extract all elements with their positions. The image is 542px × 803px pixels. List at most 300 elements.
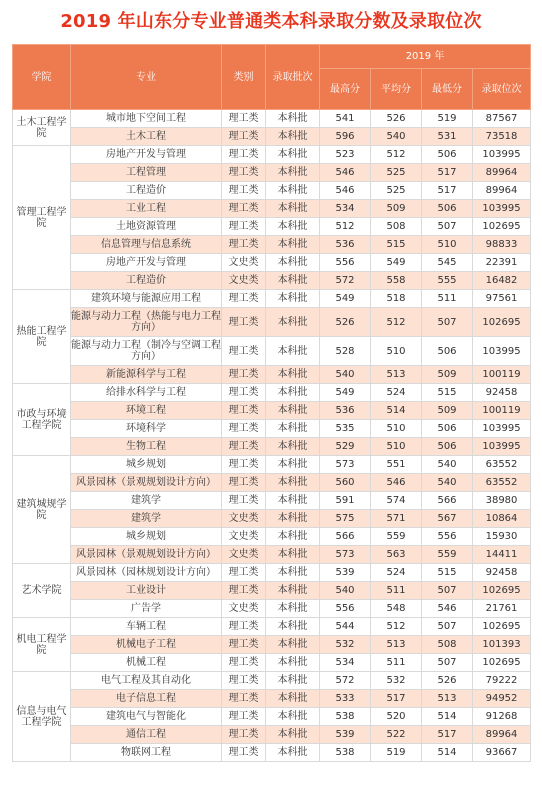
max-score-cell: 575 [320,510,371,528]
category-cell: 理工类 [222,438,266,456]
major-cell: 信息管理与信息系统 [71,236,222,254]
header-batch: 录取批次 [266,45,320,110]
rank-cell: 102695 [473,582,531,600]
max-score-cell: 536 [320,402,371,420]
batch-cell: 本科批 [266,726,320,744]
max-score-cell: 560 [320,474,371,492]
min-score-cell: 506 [422,438,473,456]
table-row [13,510,531,528]
min-score-cell: 507 [422,618,473,636]
category-cell: 文史类 [222,528,266,546]
avg-score-cell: 510 [371,420,422,438]
major-cell: 车辆工程 [71,618,222,636]
avg-score-cell: 548 [371,600,422,618]
category-cell: 理工类 [222,218,266,236]
major-cell: 建筑学 [71,492,222,510]
min-score-cell: 556 [422,528,473,546]
rank-cell: 89964 [473,726,531,744]
category-cell: 理工类 [222,474,266,492]
major-cell: 工程造价 [71,182,222,200]
avg-score-cell: 524 [371,384,422,402]
min-score-cell: 506 [422,337,473,366]
major-cell: 通信工程 [71,726,222,744]
table-row [13,726,531,744]
batch-cell: 本科批 [266,308,320,337]
category-cell: 理工类 [222,337,266,366]
major-cell: 风景园林（景观规划设计方向） [71,546,222,564]
table-row [13,690,531,708]
major-cell: 新能源科学与工程 [71,366,222,384]
major-cell: 机械工程 [71,654,222,672]
major-cell: 工程造价 [71,272,222,290]
category-cell: 文史类 [222,272,266,290]
header-max: 最高分 [320,69,371,110]
max-score-cell: 572 [320,272,371,290]
major-cell: 环境科学 [71,420,222,438]
avg-score-cell: 519 [371,744,422,762]
min-score-cell: 517 [422,164,473,182]
table-row [13,492,531,510]
table-row [13,402,531,420]
table-row [13,182,531,200]
table-row [13,654,531,672]
rank-cell: 73518 [473,128,531,146]
rank-cell: 92458 [473,384,531,402]
max-score-cell: 544 [320,618,371,636]
rank-cell: 91268 [473,708,531,726]
admission-score-table [12,44,531,762]
min-score-cell: 566 [422,492,473,510]
header-year: 2019 年 [320,45,531,69]
rank-cell: 100119 [473,366,531,384]
min-score-cell: 515 [422,384,473,402]
rank-cell: 92458 [473,564,531,582]
avg-score-cell: 546 [371,474,422,492]
avg-score-cell: 525 [371,164,422,182]
college-cell: 土木工程学院 [13,110,71,146]
max-score-cell: 573 [320,456,371,474]
rank-cell: 15930 [473,528,531,546]
rank-cell: 63552 [473,456,531,474]
rank-cell: 98833 [473,236,531,254]
avg-score-cell: 515 [371,236,422,254]
max-score-cell: 556 [320,600,371,618]
rank-cell: 101393 [473,636,531,654]
table-row [13,708,531,726]
major-cell: 能源与动力工程（热能与电力工程方向） [71,308,222,337]
category-cell: 理工类 [222,110,266,128]
avg-score-cell: 514 [371,402,422,420]
category-cell: 理工类 [222,146,266,164]
major-cell: 城乡规划 [71,456,222,474]
batch-cell: 本科批 [266,337,320,366]
max-score-cell: 526 [320,308,371,337]
max-score-cell: 535 [320,420,371,438]
avg-score-cell: 532 [371,672,422,690]
major-cell: 土地资源管理 [71,218,222,236]
rank-cell: 22391 [473,254,531,272]
avg-score-cell: 512 [371,146,422,164]
batch-cell: 本科批 [266,110,320,128]
batch-cell: 本科批 [266,582,320,600]
major-cell: 电气工程及其自动化 [71,672,222,690]
avg-score-cell: 518 [371,290,422,308]
category-cell: 理工类 [222,564,266,582]
min-score-cell: 519 [422,110,473,128]
min-score-cell: 545 [422,254,473,272]
batch-cell: 本科批 [266,600,320,618]
min-score-cell: 517 [422,726,473,744]
table-row [13,438,531,456]
category-cell: 理工类 [222,182,266,200]
table-row [13,200,531,218]
category-cell: 文史类 [222,510,266,528]
min-score-cell: 559 [422,546,473,564]
major-cell: 城市地下空间工程 [71,110,222,128]
min-score-cell: 567 [422,510,473,528]
min-score-cell: 506 [422,200,473,218]
avg-score-cell: 563 [371,546,422,564]
max-score-cell: 546 [320,164,371,182]
min-score-cell: 555 [422,272,473,290]
min-score-cell: 509 [422,402,473,420]
max-score-cell: 538 [320,708,371,726]
avg-score-cell: 513 [371,366,422,384]
college-cell: 热能工程学院 [13,290,71,384]
batch-cell: 本科批 [266,182,320,200]
major-cell: 工程管理 [71,164,222,182]
batch-cell: 本科批 [266,618,320,636]
college-cell: 机电工程学院 [13,618,71,672]
rank-cell: 100119 [473,402,531,420]
max-score-cell: 529 [320,438,371,456]
college-cell: 艺术学院 [13,564,71,618]
rank-cell: 102695 [473,618,531,636]
category-cell: 理工类 [222,672,266,690]
category-cell: 理工类 [222,582,266,600]
batch-cell: 本科批 [266,546,320,564]
min-score-cell: 506 [422,420,473,438]
major-cell: 建筑学 [71,510,222,528]
max-score-cell: 549 [320,290,371,308]
max-score-cell: 536 [320,236,371,254]
max-score-cell: 540 [320,366,371,384]
max-score-cell: 566 [320,528,371,546]
table-row [13,110,531,128]
avg-score-cell: 520 [371,708,422,726]
rank-cell: 16482 [473,272,531,290]
category-cell: 理工类 [222,308,266,337]
batch-cell: 本科批 [266,708,320,726]
major-cell: 物联网工程 [71,744,222,762]
min-score-cell: 507 [422,654,473,672]
rank-cell: 103995 [473,420,531,438]
avg-score-cell: 510 [371,438,422,456]
category-cell: 理工类 [222,128,266,146]
avg-score-cell: 517 [371,690,422,708]
category-cell: 理工类 [222,384,266,402]
max-score-cell: 534 [320,200,371,218]
rank-cell: 102695 [473,308,531,337]
max-score-cell: 534 [320,654,371,672]
major-cell: 工业工程 [71,200,222,218]
rank-cell: 38980 [473,492,531,510]
table-row [13,600,531,618]
category-cell: 文史类 [222,600,266,618]
avg-score-cell: 574 [371,492,422,510]
table-row [13,636,531,654]
avg-score-cell: 508 [371,218,422,236]
header-college: 学院 [13,45,71,110]
category-cell: 理工类 [222,618,266,636]
table-row [13,218,531,236]
category-cell: 理工类 [222,402,266,420]
category-cell: 文史类 [222,546,266,564]
college-cell: 信息与电气工程学院 [13,672,71,762]
avg-score-cell: 512 [371,618,422,636]
major-cell: 电子信息工程 [71,690,222,708]
batch-cell: 本科批 [266,474,320,492]
college-cell: 市政与环境工程学院 [13,384,71,456]
table-row [13,564,531,582]
table-row [13,528,531,546]
batch-cell: 本科批 [266,366,320,384]
major-cell: 机械电子工程 [71,636,222,654]
table-row [13,582,531,600]
max-score-cell: 546 [320,182,371,200]
batch-cell: 本科批 [266,744,320,762]
table-row [13,164,531,182]
min-score-cell: 507 [422,308,473,337]
max-score-cell: 549 [320,384,371,402]
batch-cell: 本科批 [266,492,320,510]
batch-cell: 本科批 [266,690,320,708]
max-score-cell: 596 [320,128,371,146]
batch-cell: 本科批 [266,254,320,272]
major-cell: 土木工程 [71,128,222,146]
major-cell: 房地产开发与管理 [71,254,222,272]
rank-cell: 10864 [473,510,531,528]
rank-cell: 63552 [473,474,531,492]
category-cell: 理工类 [222,492,266,510]
batch-cell: 本科批 [266,636,320,654]
min-score-cell: 509 [422,366,473,384]
max-score-cell: 532 [320,636,371,654]
max-score-cell: 539 [320,726,371,744]
max-score-cell: 512 [320,218,371,236]
min-score-cell: 507 [422,218,473,236]
table-row [13,254,531,272]
min-score-cell: 510 [422,236,473,254]
avg-score-cell: 512 [371,308,422,337]
major-cell: 环境工程 [71,402,222,420]
min-score-cell: 515 [422,564,473,582]
max-score-cell: 541 [320,110,371,128]
min-score-cell: 526 [422,672,473,690]
rank-cell: 97561 [473,290,531,308]
avg-score-cell: 511 [371,582,422,600]
batch-cell: 本科批 [266,456,320,474]
batch-cell: 本科批 [266,236,320,254]
batch-cell: 本科批 [266,290,320,308]
page-title: 2019 年山东分专业普通类本科录取分数及录取位次 [60,11,482,32]
batch-cell: 本科批 [266,272,320,290]
avg-score-cell: 509 [371,200,422,218]
header-row-top [13,45,531,69]
rank-cell: 14411 [473,546,531,564]
avg-score-cell: 559 [371,528,422,546]
max-score-cell: 539 [320,564,371,582]
avg-score-cell: 525 [371,182,422,200]
header-category: 类别 [222,45,266,110]
batch-cell: 本科批 [266,510,320,528]
table-row [13,672,531,690]
category-cell: 理工类 [222,690,266,708]
max-score-cell: 528 [320,337,371,366]
avg-score-cell: 522 [371,726,422,744]
avg-score-cell: 551 [371,456,422,474]
major-cell: 房地产开发与管理 [71,146,222,164]
header-major: 专业 [71,45,222,110]
header-min: 最低分 [422,69,473,110]
batch-cell: 本科批 [266,564,320,582]
min-score-cell: 546 [422,600,473,618]
min-score-cell: 507 [422,582,473,600]
major-cell: 给排水科学与工程 [71,384,222,402]
avg-score-cell: 510 [371,337,422,366]
avg-score-cell: 558 [371,272,422,290]
batch-cell: 本科批 [266,420,320,438]
major-cell: 建筑环境与能源应用工程 [71,290,222,308]
category-cell: 理工类 [222,456,266,474]
min-score-cell: 517 [422,182,473,200]
max-score-cell: 556 [320,254,371,272]
header-avg: 平均分 [371,69,422,110]
table-row [13,272,531,290]
category-cell: 理工类 [222,744,266,762]
min-score-cell: 514 [422,708,473,726]
batch-cell: 本科批 [266,438,320,456]
table-row [13,744,531,762]
header-rank: 录取位次 [473,69,531,110]
rank-cell: 103995 [473,337,531,366]
major-cell: 广告学 [71,600,222,618]
table-row [13,546,531,564]
min-score-cell: 531 [422,128,473,146]
min-score-cell: 513 [422,690,473,708]
rank-cell: 102695 [473,654,531,672]
max-score-cell: 572 [320,672,371,690]
table-row [13,456,531,474]
rank-cell: 89964 [473,164,531,182]
category-cell: 理工类 [222,654,266,672]
table-row [13,236,531,254]
max-score-cell: 538 [320,744,371,762]
major-cell: 建筑电气与智能化 [71,708,222,726]
avg-score-cell: 549 [371,254,422,272]
rank-cell: 103995 [473,438,531,456]
max-score-cell: 540 [320,582,371,600]
table-row [13,146,531,164]
batch-cell: 本科批 [266,528,320,546]
category-cell: 理工类 [222,164,266,182]
rank-cell: 103995 [473,146,531,164]
major-cell: 风景园林（园林规划设计方向） [71,564,222,582]
table-row [13,420,531,438]
avg-score-cell: 540 [371,128,422,146]
min-score-cell: 506 [422,146,473,164]
rank-cell: 94952 [473,690,531,708]
major-cell: 生物工程 [71,438,222,456]
batch-cell: 本科批 [266,164,320,182]
rank-cell: 93667 [473,744,531,762]
rank-cell: 79222 [473,672,531,690]
major-cell: 工业设计 [71,582,222,600]
table-row [13,366,531,384]
category-cell: 理工类 [222,236,266,254]
rank-cell: 21761 [473,600,531,618]
rank-cell: 89964 [473,182,531,200]
min-score-cell: 508 [422,636,473,654]
min-score-cell: 540 [422,456,473,474]
category-cell: 理工类 [222,726,266,744]
batch-cell: 本科批 [266,146,320,164]
avg-score-cell: 571 [371,510,422,528]
major-cell: 风景园林（景观规划设计方向） [71,474,222,492]
college-cell: 管理工程学院 [13,146,71,290]
table-row [13,337,531,366]
category-cell: 理工类 [222,708,266,726]
table-row [13,290,531,308]
college-cell: 建筑城规学院 [13,456,71,564]
min-score-cell: 511 [422,290,473,308]
table-row [13,128,531,146]
rank-cell: 102695 [473,218,531,236]
table-row [13,618,531,636]
batch-cell: 本科批 [266,128,320,146]
max-score-cell: 591 [320,492,371,510]
category-cell: 理工类 [222,366,266,384]
category-cell: 理工类 [222,200,266,218]
category-cell: 理工类 [222,420,266,438]
min-score-cell: 540 [422,474,473,492]
avg-score-cell: 513 [371,636,422,654]
batch-cell: 本科批 [266,384,320,402]
min-score-cell: 514 [422,744,473,762]
rank-cell: 103995 [473,200,531,218]
category-cell: 理工类 [222,636,266,654]
table-row [13,474,531,492]
avg-score-cell: 524 [371,564,422,582]
table-body [13,110,531,762]
batch-cell: 本科批 [266,200,320,218]
batch-cell: 本科批 [266,654,320,672]
batch-cell: 本科批 [266,218,320,236]
category-cell: 文史类 [222,254,266,272]
batch-cell: 本科批 [266,402,320,420]
major-cell: 能源与动力工程（制冷与空调工程方向） [71,337,222,366]
batch-cell: 本科批 [266,672,320,690]
max-score-cell: 573 [320,546,371,564]
table-row [13,308,531,337]
avg-score-cell: 526 [371,110,422,128]
table-row [13,384,531,402]
max-score-cell: 533 [320,690,371,708]
avg-score-cell: 511 [371,654,422,672]
rank-cell: 87567 [473,110,531,128]
category-cell: 理工类 [222,290,266,308]
major-cell: 城乡规划 [71,528,222,546]
